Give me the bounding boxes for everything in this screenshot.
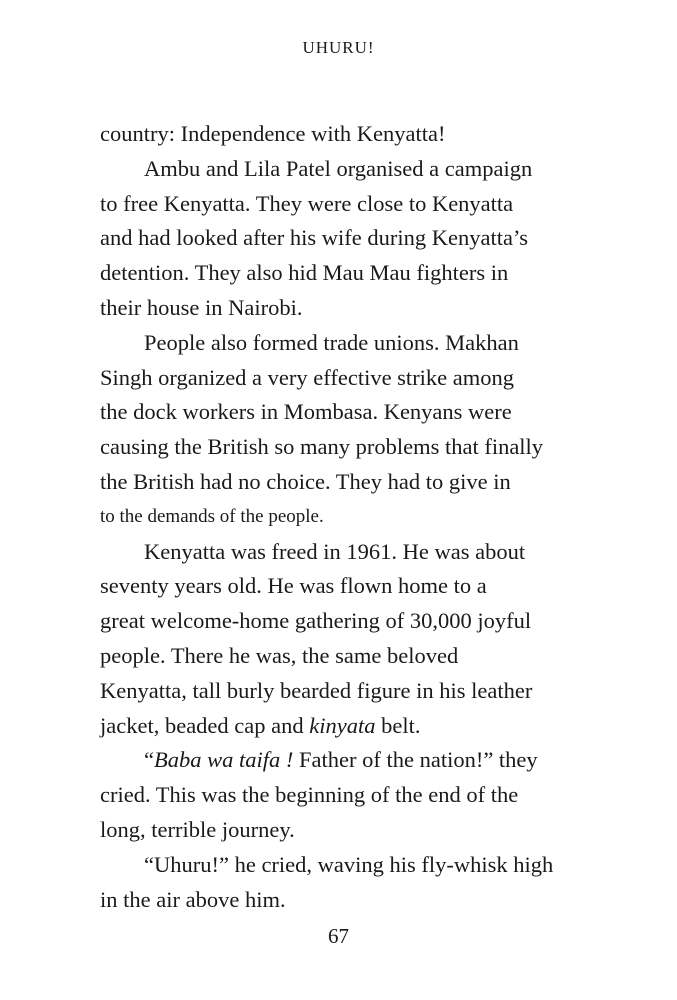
text-line: seventy years old. He was flown home to a: [100, 573, 487, 599]
text-line: Ambu and Lila Patel organised a campaign: [144, 155, 533, 181]
text-line: Kenyatta, tall burly bearded figure in his leather: [100, 677, 533, 703]
text-line: and had looked after his wife during Kenyatta’s: [100, 225, 528, 251]
text-run: Father of the nation!” they: [293, 747, 538, 773]
paragraph-6: [100, 848, 600, 918]
text-line: the dock workers in Mombasa. Kenyans were: [100, 399, 512, 425]
body-text: [100, 117, 600, 917]
text-line: in the air above him.: [100, 886, 286, 912]
running-head: UHURU!: [302, 38, 375, 57]
paragraph-3: [100, 326, 600, 535]
text-line: Kenyatta was freed in 1961. He was about: [144, 538, 526, 564]
text-line: Singh organized a very effective strike among: [100, 364, 515, 390]
text-line: “Uhuru!” he cried, waving his fly-whisk high: [144, 851, 554, 877]
text-line: detention. They also hid Mau Mau fighters in: [100, 260, 509, 286]
text-line: the British had no choice. They had to give in: [100, 468, 511, 494]
text-line: country: Independence with Kenyatta!: [100, 121, 446, 146]
paragraph-2: [100, 152, 600, 326]
text-line: people. There he was, the same beloved: [100, 642, 459, 668]
text-line: [100, 743, 600, 778]
text-line: long, terrible journey.: [100, 816, 295, 842]
text-line: People also formed trade unions. Makhan: [144, 329, 519, 355]
text-line: their house in Nairobi.: [100, 294, 303, 320]
text-line: to free Kenyatta. They were close to Kenyatta: [100, 190, 514, 216]
text-line: [100, 709, 600, 744]
page-number: 67: [328, 924, 349, 948]
paragraph-5: [100, 743, 600, 847]
text-line: great welcome-home gathering of 30,000 joyful: [100, 608, 532, 634]
text-line: to the demands of the people.: [100, 505, 324, 527]
text-run: belt.: [375, 712, 421, 738]
paragraph-4: [100, 535, 600, 744]
text-run: “: [144, 747, 154, 773]
italic-term: kinyata: [309, 712, 376, 738]
paragraph-1: [100, 117, 600, 152]
text-line: cried. This was the beginning of the end of the: [100, 782, 519, 808]
text-line: causing the British so many problems that finally: [100, 434, 544, 460]
text-run: jacket, beaded cap and: [100, 712, 310, 738]
italic-phrase: Baba wa taifa !: [154, 747, 294, 773]
